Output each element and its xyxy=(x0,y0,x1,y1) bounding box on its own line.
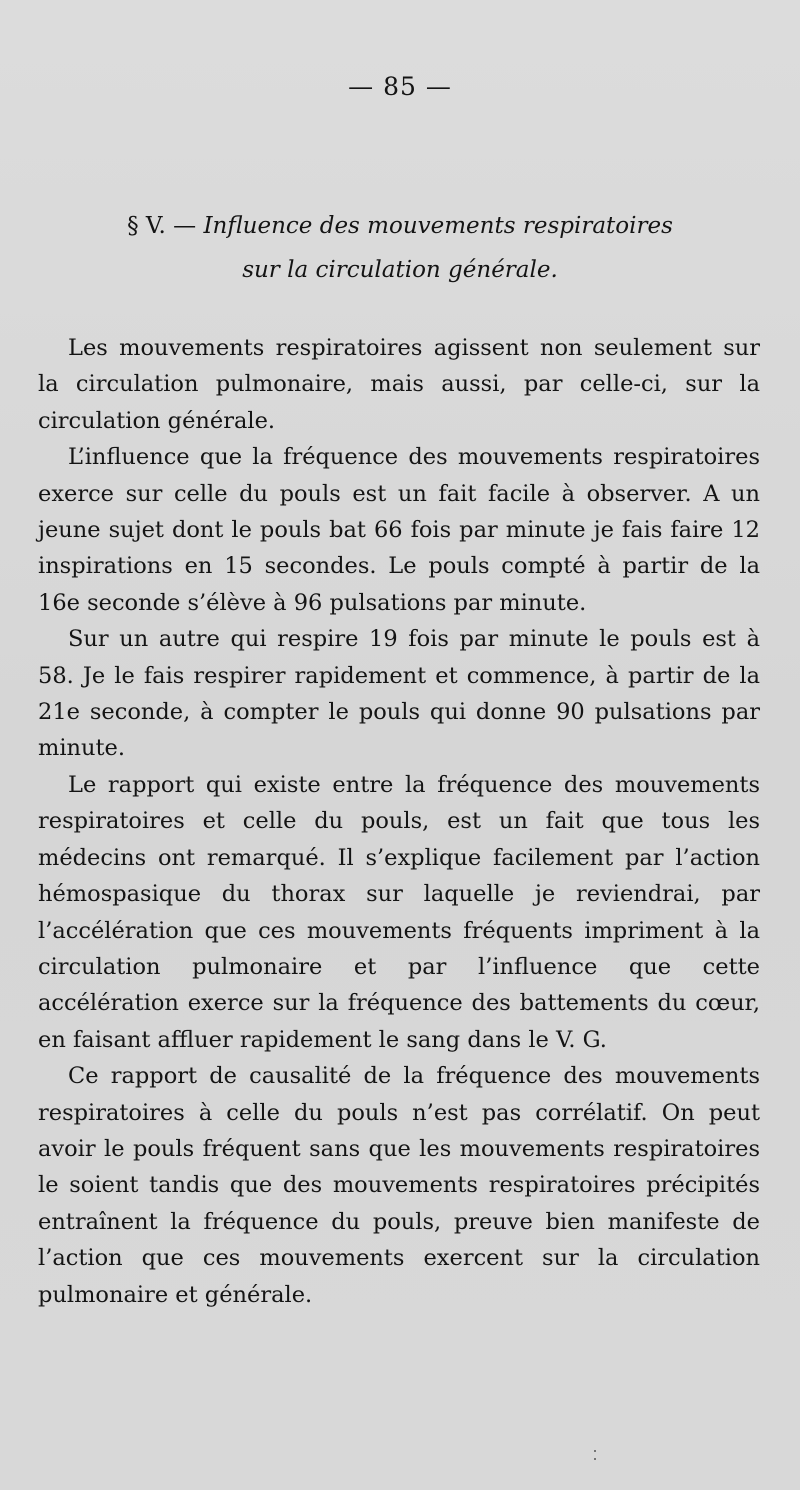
section-title-part-2: sur la circulation générale. xyxy=(242,257,558,283)
page-number: — 85 — xyxy=(348,72,452,101)
print-speck xyxy=(594,1450,596,1452)
section-number: § V. — xyxy=(127,213,204,239)
body-text xyxy=(38,330,760,1313)
paragraph-5: Ce rapport de causalité de la fréquence des mouvements respiratoires à celle du pouls n’est pas corrélatif. On peut avoir le pouls fréquent sans que les mouvements respiratoires le soient tandis que des mouvements respiratoires précipités entraînent la fréquence du pouls, preuve bien manifeste de l’action que ces mouvements exercent sur la circulation pulmonaire et générale. xyxy=(38,1063,760,1308)
print-speck xyxy=(594,1458,596,1460)
section-heading-line-1 xyxy=(0,204,800,248)
paragraph-1: Les mouvements respiratoires agissent non seulement sur la circulation pulmonaire, mais aussi, par celle-ci, sur la circulation générale. xyxy=(38,335,760,434)
paragraph-2: L’influence que la fréquence des mouvements respiratoires exerce sur celle du pouls est un fait facile à observer. A un jeune sujet dont le pouls bat 66 fois par minute je fais faire 12 inspirations en 15 secondes. Le pouls compté à partir de la 16e seconde s’élève à 96 pulsations par minute. xyxy=(38,444,760,616)
section-heading xyxy=(0,204,800,292)
section-title-part-1: Influence des mouvements respiratoires xyxy=(203,213,673,239)
paragraph-4: Le rapport qui existe entre la fréquence des mouvements respiratoires et celle du pouls, est un fait que tous les médecins ont remarqué. Il s’explique facilement par l’action hémospasique du thorax sur laquelle je reviendrai, par l’accélération que ces mouvements fréquents impriment à la circulation pulmonaire et par l’influence que cette accélération exerce sur la fréquence des battements du cœur, en faisant affluer rapidement le sang dans le V. G. xyxy=(38,771,760,1053)
paragraph-3: Sur un autre qui respire 19 fois par minute le pouls est à 58. Je le fais respirer rapidement et commence, à partir de la 21e seconde, à compter le pouls qui donne 90 pulsations par minute. xyxy=(38,626,760,762)
